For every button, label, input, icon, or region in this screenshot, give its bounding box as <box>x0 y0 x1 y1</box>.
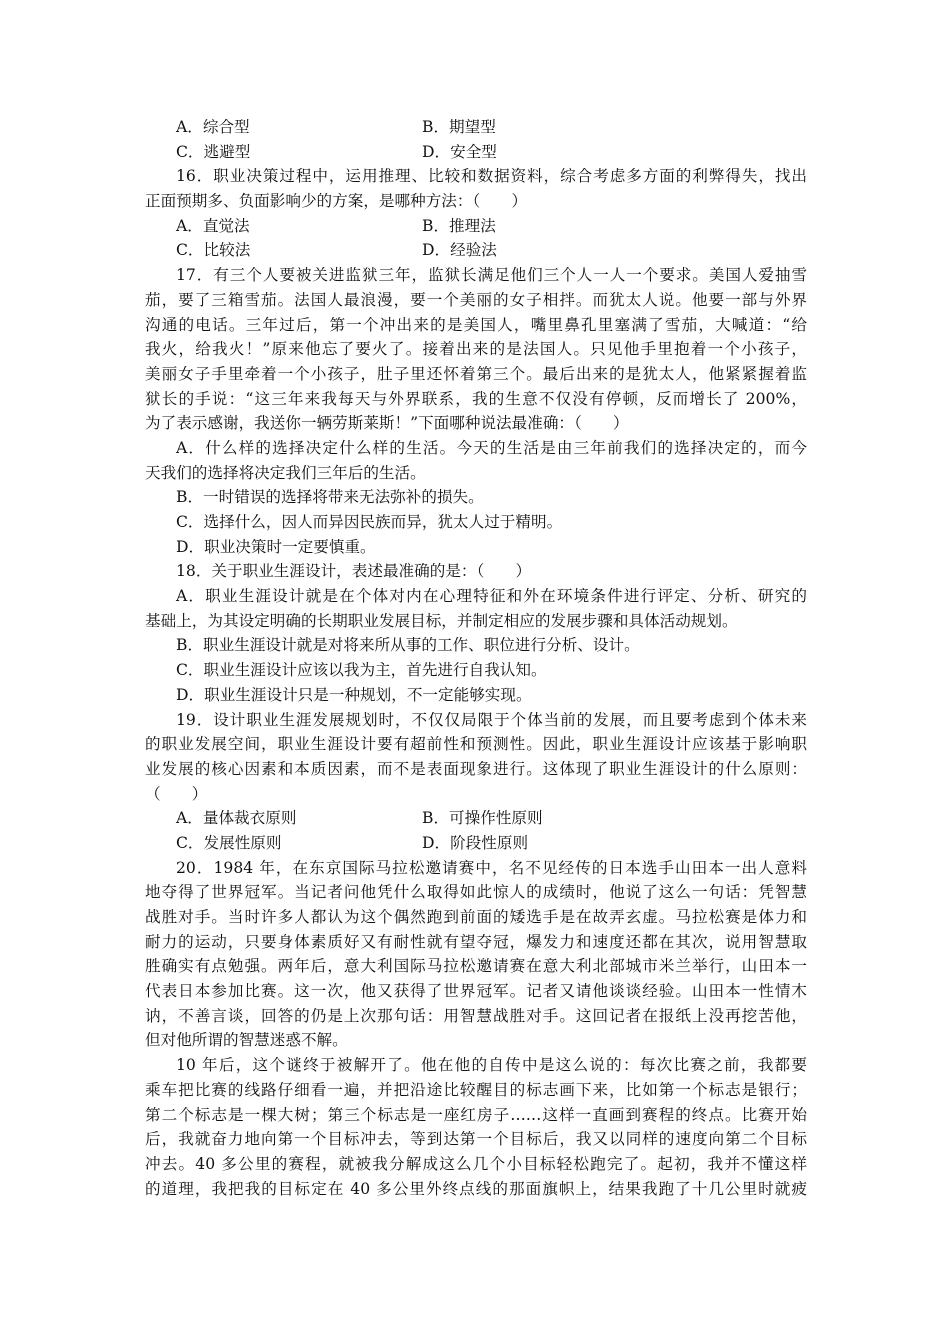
q17-option-d: D．职业决策时一定要慎重。 <box>176 537 376 556</box>
q18-option-c: C．职业生涯设计应该以我为主，首先进行自我认知。 <box>176 661 547 680</box>
q20-paragraph-1-line: 代表日本参加比赛。这一次，他又获得了世界冠军。记者又请他谈谈经验。山田本一性情木 <box>145 982 807 1001</box>
q20-paragraph-1-line: 战胜对手。当时许多人都认为这个偶然跑到前面的矮选手是在故弄玄虚。马拉松赛是体力和 <box>145 908 807 926</box>
q19-stem-line: （ ） <box>145 784 208 803</box>
q17-stem-line: 美丽女子手里牵着一个小孩子，肚子里还怀着第三个。最后出来的是犹太人，他紧紧握着监 <box>145 364 807 383</box>
q20-paragraph-1-line: 耐力的运动，只要身体素质好又有耐性就有望夺冠，爆发力和速度还都在其次，说用智慧取 <box>145 932 807 951</box>
q17-stem-line: 我火，给我火！”原来他忘了要火了。接着出来的是法国人。只见他手里抱着一个小孩子， <box>145 340 807 359</box>
q20-paragraph-2-line: 冲去。40 多公里的赛程，就被我分解成这么几个小目标轻松跑完了。起初，我并不懂这样 <box>145 1154 807 1173</box>
q20-paragraph-1-line: 地夺得了世界冠军。当记者问他凭什么取得如此惊人的成绩时，他说了这么一句话：凭智慧 <box>145 883 807 902</box>
q19-stem-line: 19．设计职业生涯发展规划时，不仅仅局限于个体当前的发展，而且要考虑到个体未来 <box>176 710 807 729</box>
q20-paragraph-1-line: 讷，不善言谈，回答的仍是上次那句话：用智慧战胜对手。这回记者在报纸上没再挖苦他， <box>145 1006 807 1025</box>
q17-stem-line: 狱长的手说：“这三年来我每天与外界联系，我的生意不仅没有停顿，反而增长了 200%， <box>145 389 807 408</box>
q17-option-c: C．选择什么，因人而异因民族而异，犹太人过于精明。 <box>176 513 563 531</box>
q20-paragraph-2-line: 乘车把比赛的线路仔细看一遍，并把沿途比较醒目的标志画下来，比如第一个标志是银行； <box>145 1080 807 1099</box>
q19-option-a: A．量体裁衣原则 <box>176 809 297 828</box>
q18-option-d: D．职业生涯设计只是一种规划，不一定能够实现。 <box>176 685 532 704</box>
q17-stem-line: 17．有三个人要被关进监狱三年，监狱长满足他们三个人一人一个要求。美国人爱抽雪 <box>176 266 807 285</box>
q16-stem-line: 16．职业决策过程中，运用推理、比较和数据资料，综合考虑多方面的利弊得失，找出 <box>176 167 807 186</box>
q19-options-row-2 <box>145 831 807 856</box>
q15-options-row-2 <box>145 140 807 165</box>
q16-options-row-1 <box>145 214 807 239</box>
q18-stem: 18．关于职业生涯设计，表述最准确的是：（ ） <box>176 562 532 581</box>
q16-options-row-2 <box>145 238 807 263</box>
q17-option-b: B．一时错误的选择将带来无法弥补的损失。 <box>176 488 484 507</box>
q18-option-a-line: A．职业生涯设计就是在个体对内在心理特征和外在环境条件进行评定、分析、研究的 <box>176 587 807 606</box>
q16-option-a: A．直觉法 <box>176 216 250 235</box>
q16-stem-line: 正面预期多、负面影响少的方案，是哪种方法：（ ） <box>145 192 528 211</box>
q17-stem-line: 为了表示感谢，我送你一辆劳斯莱斯！”下面哪种说法最准确：（ ） <box>145 414 629 433</box>
q17-stem-line: 茄，要了三箱雪茄。法国人最浪漫，要一个美丽的女子相拌。而犹太人说。他要一部与外界 <box>145 290 807 309</box>
q19-stem-line: 的职业发展空间，职业生涯设计要有超前性和预测性。因此，职业生涯设计应该基于影响职 <box>145 735 807 754</box>
document-body <box>145 115 807 1201</box>
q16-option-d: D．经验法 <box>422 241 497 260</box>
q19-option-b: B．可操作性原则 <box>422 809 543 828</box>
q15-options-row-1 <box>145 115 807 140</box>
q20-paragraph-1-line: 胜确实有点勉强。两年后，意大利国际马拉松邀请赛在意大利北部城市米兰举行，山田本一 <box>145 957 807 976</box>
q20-paragraph-1-line: 但对他所谓的智慧迷惑不解。 <box>145 1031 348 1050</box>
q19-option-c: C．发展性原则 <box>176 833 282 852</box>
q19-stem-line: 业发展的核心因素和本质因素，而不是表面现象进行。这体现了职业生涯设计的什么原则： <box>145 759 807 778</box>
q15-option-c: C．逃避型 <box>176 142 251 161</box>
q20-paragraph-2-line: 的道理，我把我的目标定在 40 多公里外终点线的那面旗帜上，结果我跑了十几公里时就疲 <box>145 1179 807 1198</box>
q17-stem-line: 沟通的电话。三年过后，第一个冲出来的是美国人，嘴里鼻孔里塞满了雪茄，大喊道：“给 <box>145 315 807 334</box>
q15-option-b: B．期望型 <box>422 118 496 136</box>
q20-paragraph-2-line: 后，我就奋力地向第一个目标冲去，等到达第一个目标后，我又以同样的速度向第二个目标 <box>145 1130 807 1149</box>
q18-option-b: B．职业生涯设计就是对将来所从事的工作、职位进行分析、设计。 <box>176 636 640 655</box>
q16-option-c: C．比较法 <box>176 241 251 260</box>
q17-option-a-line: 天我们的选择将决定我们三年后的生活。 <box>145 463 426 482</box>
q16-option-b: B．推理法 <box>422 216 496 235</box>
q15-option-d: D．安全型 <box>422 142 497 161</box>
q19-options-row-1 <box>145 806 807 831</box>
q18-option-a-line: 基础上，为其设定明确的长期职业发展目标，并制定相应的发展步骤和具体活动规划。 <box>145 611 738 630</box>
q20-paragraph-2-line: 10 年后，这个谜终于被解开了。他在他的自传中是这么说的：每次比赛之前，我都要 <box>176 1056 807 1075</box>
q17-option-a-line: A．什么样的选择决定什么样的生活。今天的生活是由三年前我们的选择决定的，而今 <box>176 438 807 457</box>
q19-option-d: D．阶段性原则 <box>422 833 529 852</box>
q15-option-a: A．综合型 <box>176 118 250 136</box>
q20-paragraph-2-line: 第二个标志是一棵大树；第三个标志是一座红房子……这样一直画到赛程的终点。比赛开始 <box>145 1105 807 1124</box>
q20-paragraph-1-line: 20．1984 年，在东京国际马拉松邀请赛中，名不见经传的日本选手山田本一出人意料 <box>176 858 807 877</box>
